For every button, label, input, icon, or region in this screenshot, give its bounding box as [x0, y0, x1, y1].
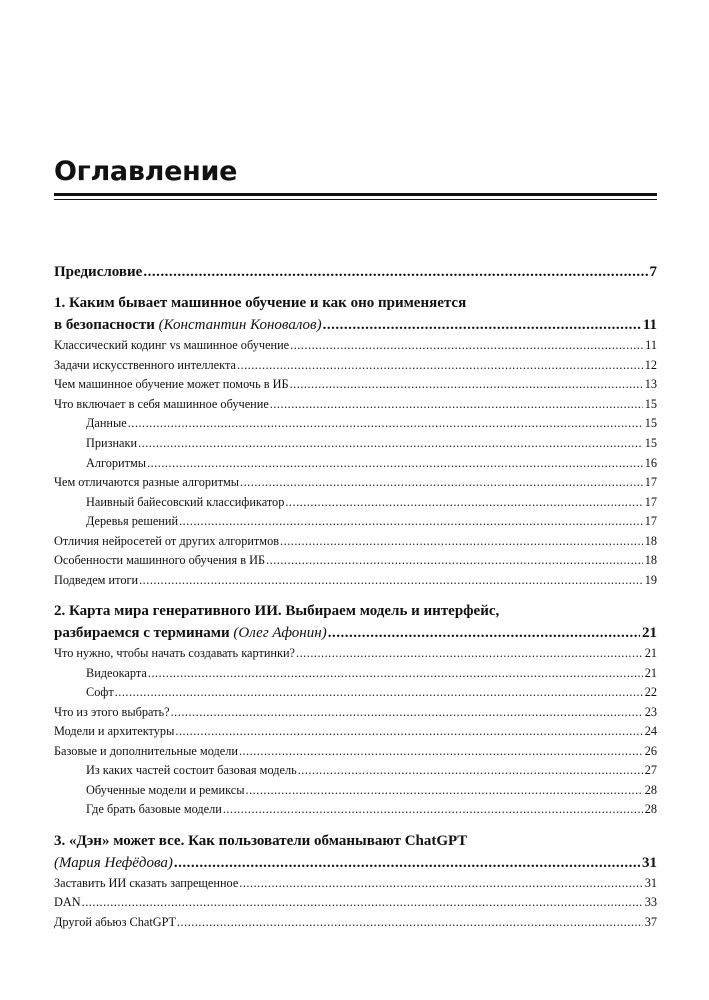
dot-leader [328, 625, 640, 642]
toc-entry[interactable] [54, 913, 657, 930]
toc-entry-title: Классический кодинг vs машинное обучение [54, 338, 290, 352]
toc-subentry[interactable] [54, 493, 657, 510]
page-title: Оглавление [54, 156, 238, 187]
toc-entry-title: Алгоритмы [86, 456, 147, 470]
dot-leader [298, 763, 643, 778]
dot-leader [246, 783, 643, 798]
toc-entry[interactable] [54, 874, 657, 891]
dot-leader [237, 358, 643, 373]
toc-entry[interactable] [54, 375, 657, 392]
toc-entry-page: 17 [644, 514, 657, 528]
toc-entry-page: 15 [644, 416, 657, 430]
toc-entry-chapter-2[interactable] [54, 623, 657, 642]
toc-entry-page: 18 [644, 534, 657, 548]
chapter-1-author: (Константин Коновалов) [158, 317, 322, 333]
dot-leader [240, 475, 643, 490]
toc-entry-page: 31 [644, 876, 657, 890]
toc-entry-page: 28 [644, 802, 657, 816]
toc-entry-page: 21 [642, 625, 657, 641]
table-of-contents [54, 0, 657, 1000]
toc-subentry[interactable] [54, 683, 657, 700]
dot-leader [266, 553, 643, 568]
toc-entry-page: 21 [644, 646, 657, 660]
toc-entry-page: 12 [644, 358, 657, 372]
toc-entry-title: Подведем итоги [54, 573, 139, 587]
toc-entry-title: Данные [86, 416, 127, 430]
dot-leader [82, 895, 643, 910]
toc-entry[interactable] [54, 742, 657, 759]
toc-entry-title: Признаки [86, 436, 138, 450]
toc-entry-title: Что из этого выбрать? [54, 705, 170, 719]
toc-entry-page: 27 [644, 763, 657, 777]
toc-entry-page: 7 [649, 264, 657, 280]
chapter-3-title-line1[interactable]: 3. «Дэн» может все. Как пользователи обманывают ChatGPT [54, 833, 468, 849]
dot-leader [171, 705, 643, 720]
toc-entry-page: 11 [642, 317, 657, 333]
toc-entry[interactable] [54, 356, 657, 373]
toc-subentry[interactable] [54, 414, 657, 431]
dot-leader [128, 416, 643, 431]
dot-leader [296, 646, 643, 661]
toc-entry-title: Деревья решений [86, 514, 179, 528]
toc-entry-title: Что включает в себя машинное обучение [54, 397, 269, 411]
toc-entry-page: 21 [644, 666, 657, 680]
toc-entry-page: 18 [644, 553, 657, 567]
dot-leader [270, 397, 643, 412]
toc-entry-preface[interactable] [54, 262, 657, 281]
chapter-2-title-line1[interactable]: 2. Карта мира генеративного ИИ. Выбираем модель и интерфейс, [54, 603, 500, 619]
toc-entry-title: Софт [86, 685, 114, 699]
toc-entry-chapter-3[interactable] [54, 853, 657, 872]
toc-entry-title: Отличия нейросетей от других алгоритмов [54, 534, 280, 548]
toc-entry-page: 24 [644, 724, 657, 738]
dot-leader [175, 724, 642, 739]
chapter-2-author: (Олег Афонин) [233, 625, 327, 641]
toc-subentry[interactable] [54, 761, 657, 778]
dot-leader [138, 436, 643, 451]
toc-entry[interactable] [54, 571, 657, 588]
dot-leader [239, 744, 643, 759]
toc-entry-page: 15 [644, 436, 657, 450]
toc-entry-page: 26 [644, 744, 657, 758]
toc-entry-title: Чем отличаются разные алгоритмы [54, 475, 240, 489]
chapter-2-title-line2: разбираемся с терминами [54, 625, 230, 641]
dot-leader [179, 514, 643, 529]
toc-subentry[interactable] [54, 781, 657, 798]
dot-leader [115, 685, 643, 700]
toc-entry-title: Обученные модели и ремиксы [86, 783, 245, 797]
toc-entry-title: Модели и архитектуры [54, 724, 175, 738]
toc-entry-title: Что нужно, чтобы начать создавать картинки? [54, 646, 296, 660]
toc-subentry[interactable] [54, 434, 657, 451]
dot-leader [290, 377, 643, 392]
chapter-1-title-line1[interactable]: 1. Каким бывает машинное обучение и как оно применяется [54, 295, 467, 311]
toc-entry-title: Предисловие [54, 264, 143, 280]
toc-entry-title: Чем машинное обучение может помочь в ИБ [54, 377, 289, 391]
toc-entry[interactable] [54, 395, 657, 412]
dot-leader [143, 264, 647, 281]
dot-leader [148, 666, 643, 681]
toc-entry[interactable] [54, 703, 657, 720]
toc-subentry[interactable] [54, 800, 657, 817]
dot-leader [239, 876, 642, 891]
dot-leader [147, 456, 643, 471]
dot-leader [323, 317, 641, 334]
toc-entry-page: 11 [645, 338, 657, 352]
chapter-3-author: (Мария Нефёдова) [54, 855, 173, 871]
toc-entry[interactable] [54, 644, 657, 661]
dot-leader [280, 534, 643, 549]
toc-entry[interactable] [54, 336, 657, 353]
dot-leader [174, 855, 640, 872]
dot-leader [223, 802, 643, 817]
toc-entry-title: Наивный байесовский классификатор [86, 495, 285, 509]
toc-entry-title: DAN [54, 895, 81, 909]
toc-subentry[interactable] [54, 664, 657, 681]
toc-entry-page: 31 [642, 855, 657, 871]
toc-entry-page: 16 [644, 456, 657, 470]
toc-entry[interactable] [54, 722, 657, 739]
toc-entry-title: Из каких частей состоит базовая модель [86, 763, 297, 777]
toc-entry-title: Видеокарта [86, 666, 147, 680]
dot-leader [139, 573, 643, 588]
toc-entry[interactable] [54, 473, 657, 490]
toc-entry-page: 17 [644, 495, 657, 509]
toc-entry-page: 23 [644, 705, 657, 719]
toc-entry-page: 19 [644, 573, 657, 587]
toc-entry-page: 17 [644, 475, 657, 489]
dot-leader [177, 915, 643, 930]
toc-entry-page: 22 [644, 685, 657, 699]
toc-entry[interactable] [54, 551, 657, 568]
chapter-1-title-line2: в безопасности [54, 317, 155, 333]
toc-entry-page: 33 [644, 895, 657, 909]
toc-entry[interactable] [54, 532, 657, 549]
toc-entry-chapter-1[interactable] [54, 315, 657, 334]
toc-entry-page: 28 [644, 783, 657, 797]
toc-entry-title: Задачи искусственного интеллекта [54, 358, 236, 372]
toc-entry-page: 13 [644, 377, 657, 391]
dot-leader [285, 495, 642, 510]
dot-leader [290, 338, 643, 353]
toc-entry-title: Другой абьюз ChatGPT [54, 915, 176, 929]
toc-subentry[interactable] [54, 512, 657, 529]
toc-subentry[interactable] [54, 454, 657, 471]
toc-entry-title: Особенности машинного обучения в ИБ [54, 553, 266, 567]
toc-entry-title: Где брать базовые модели [86, 802, 222, 816]
toc-entry[interactable] [54, 893, 657, 910]
toc-entry-page: 15 [644, 397, 657, 411]
toc-entry-title: Базовые и дополнительные модели [54, 744, 238, 758]
toc-entry-page: 37 [644, 915, 657, 929]
toc-entry-title: Заставить ИИ сказать запрещенное [54, 876, 239, 890]
